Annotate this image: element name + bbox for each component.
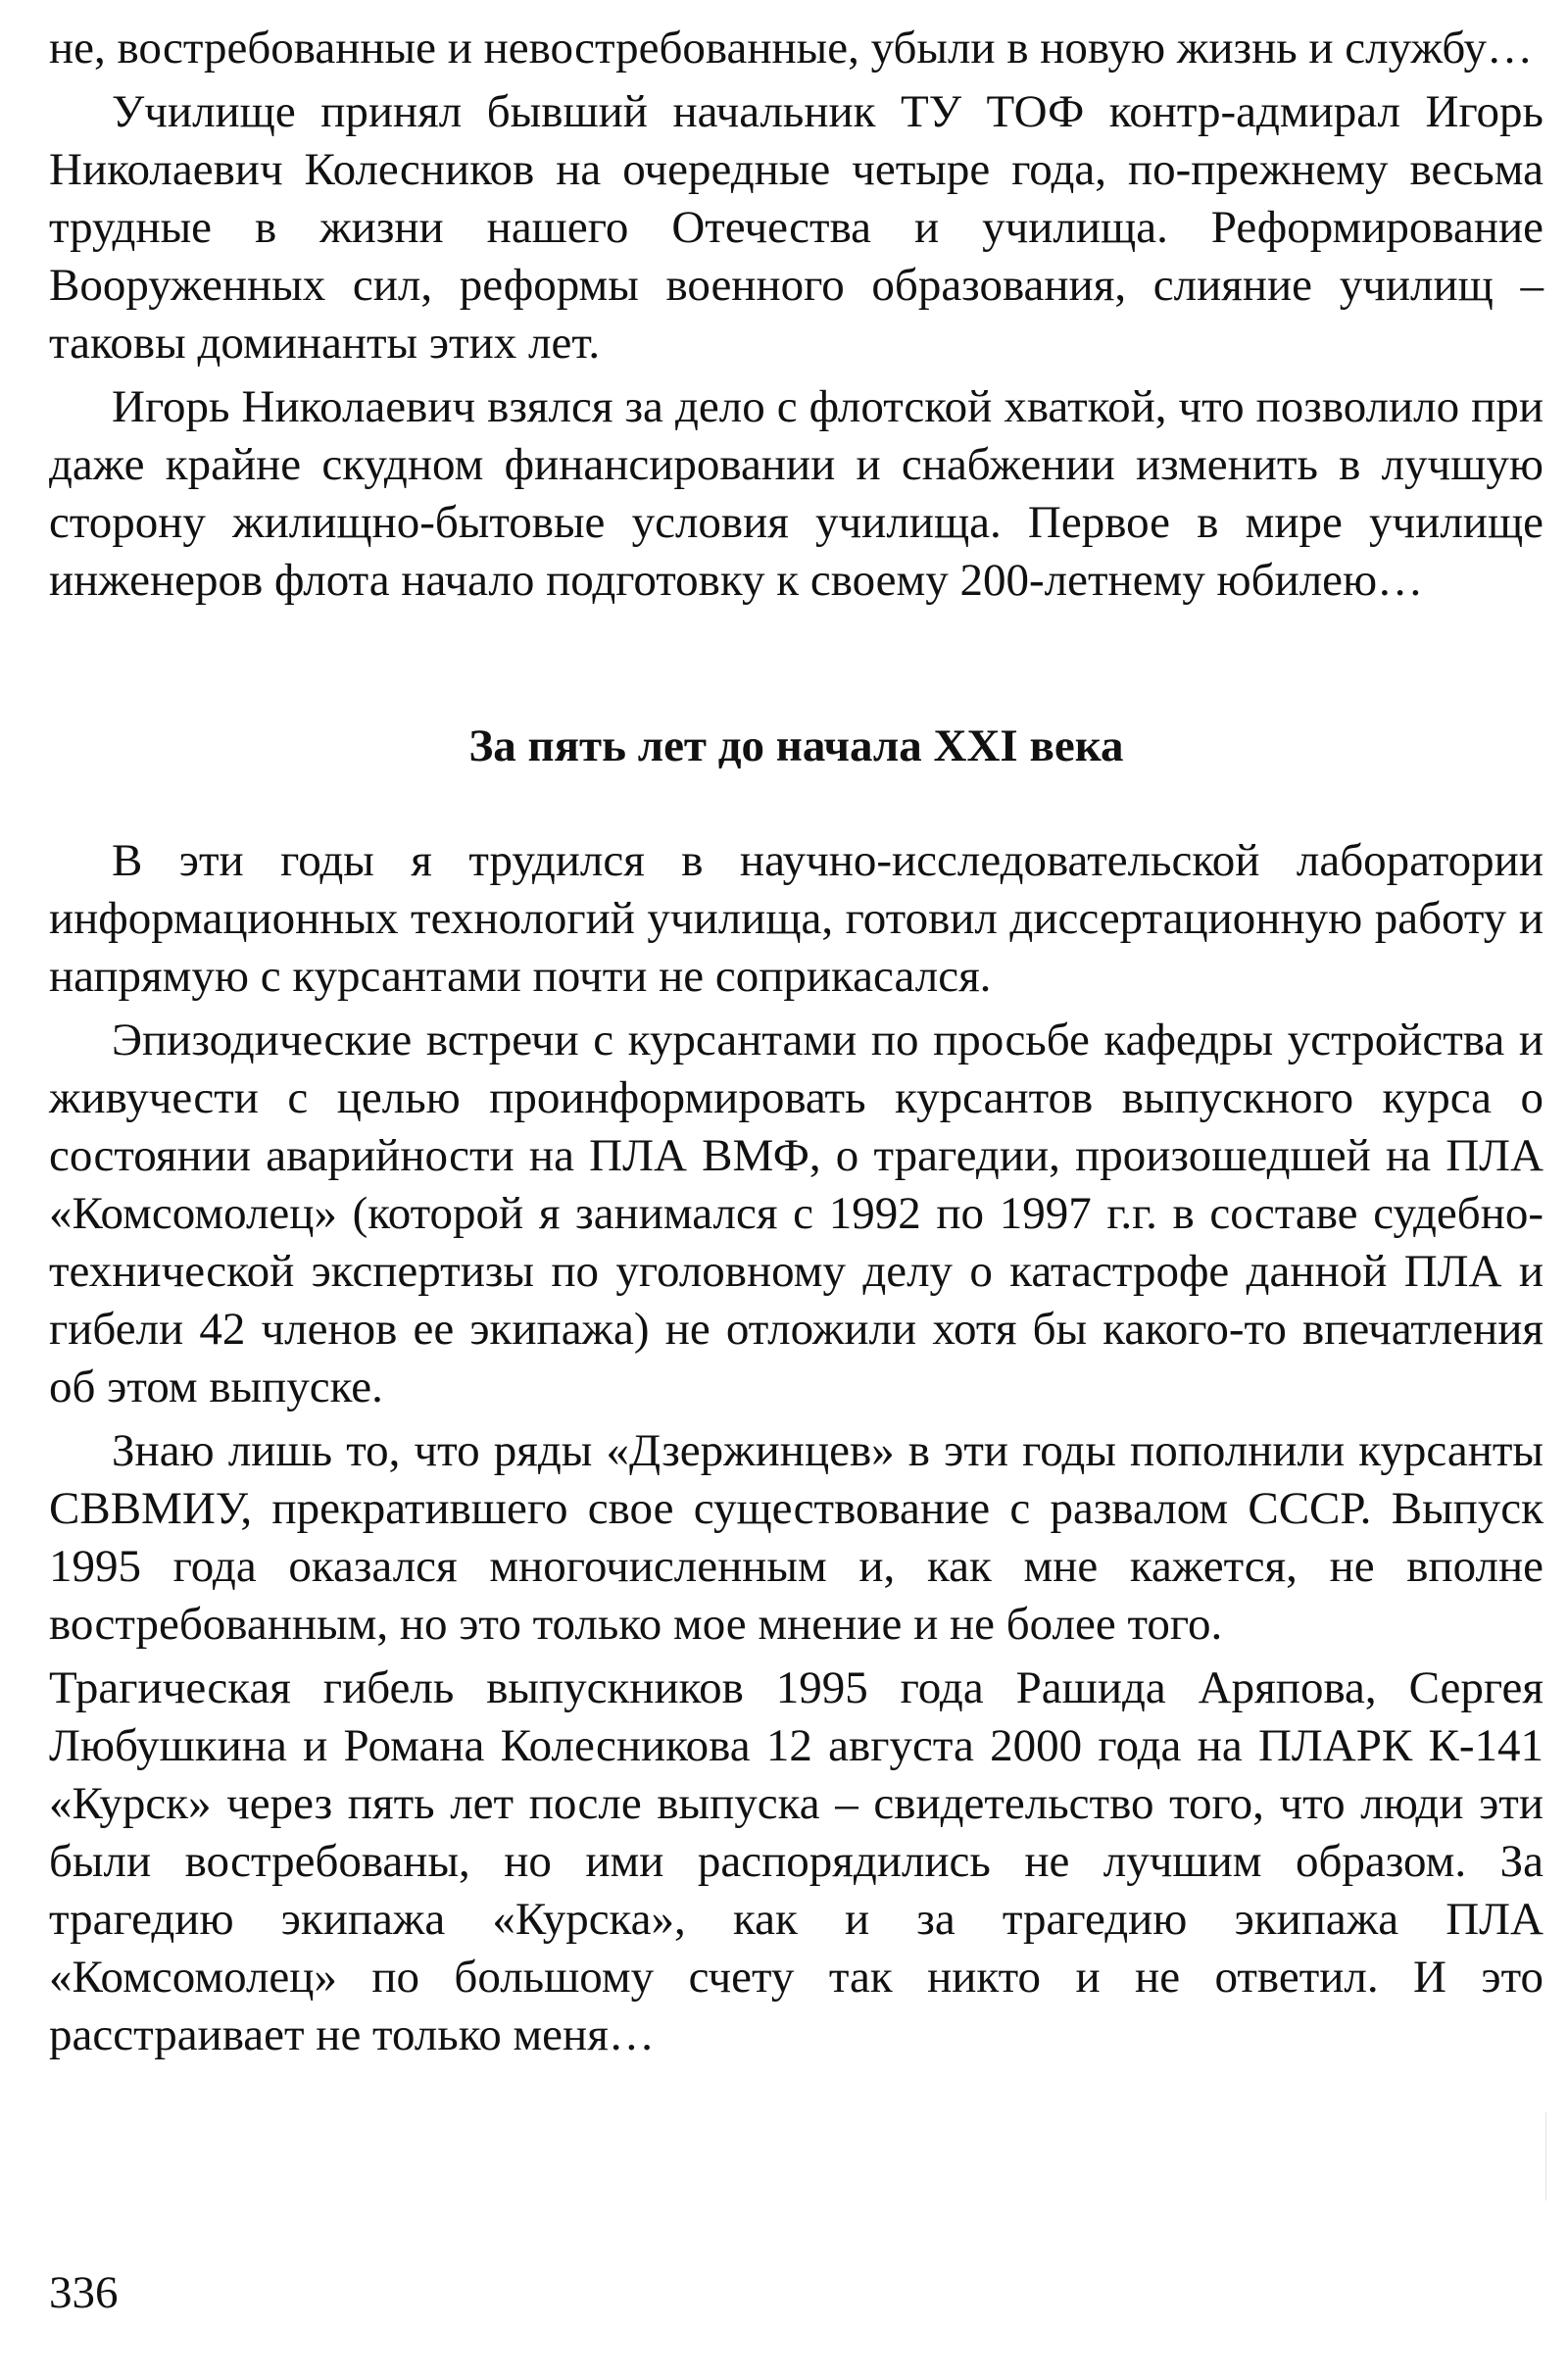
paragraph-new-head: Училище принял бывший начальник ТУ ТОФ контр-адмирал Игорь Николаевич Колесников на очередные четыре года, по-прежнему весьма трудные в жизни нашего Отечества и училища. Реформирование Вооруженных сил, реформы военного образования, слияние училищ – таковы доминанты этих лет.	[49, 86, 1544, 369]
paragraph-meetings: Эпизодические встречи с курсантами по просьбе кафедры устройства и живучести с целью проинформировать курсантов выпускного курса о состоянии аварийности на ПЛА ВМФ, о трагедии, произошедшей на ПЛА «Комсомолец» (которой я занимался с 1992 по 1997 г.г. в составе судебно-технической экспертизы по уголовному делу о катастрофе данной ПЛА и гибели 42 членов ее экипажа) не отложили хотя бы какого-то впечатления об этом выпуске.	[49, 1015, 1544, 1412]
paragraph-graduates: Знаю лишь то, что ряды «Дзержинцев» в эти годы пополнили курсанты СВВМИУ, прекратившего свое существование с развалом СССР. Выпуск 1995 года оказался многочисленным и, как мне кажется, не вполне востребованным, но это только мое мнение и не более того.	[49, 1425, 1544, 1650]
paragraph-laboratory: В эти годы я трудился в научно-исследовательской лаборатории информационных технологий училища, готовил диссертационную работу и напрямую с курсантами почти не соприкасался.	[49, 835, 1544, 1002]
paragraph-kursk: Трагическая гибель выпускников 1995 года Рашида Аряпова, Сергея Любушкина и Романа Колесникова 12 августа 2000 года на ПЛАРК К-141 «Курск» через пять лет после выпуска – свидетельство того, что люди эти были востребованы, но ими распорядились не лучшим образом. За трагедию экипажа «Курска», как и за трагедию экипажа ПЛА «Комсомолец» по большому счету так никто и не ответил. И это расстраивает не только меня…	[49, 1662, 1544, 2060]
paragraph-continuation: не, востребованные и невостребованные, убыли в новую жизнь и службу…	[49, 23, 1533, 74]
section-heading: За пять лет до начала XXI века	[468, 720, 1124, 771]
paragraph-head-actions: Игорь Николаевич взялся за дело с флотской хваткой, что позволило при даже крайне скудном финансировании и снабжении изменить в лучшую сторону жилищно-бытовые условия училища. Первое в мире училище инженеров флота начало подготовку к своему 200-летнему юбилею…	[49, 381, 1544, 606]
page-number: 336	[49, 2267, 119, 2318]
scan-edge-mark	[1545, 2112, 1546, 2201]
page-body	[49, 20, 1544, 2070]
